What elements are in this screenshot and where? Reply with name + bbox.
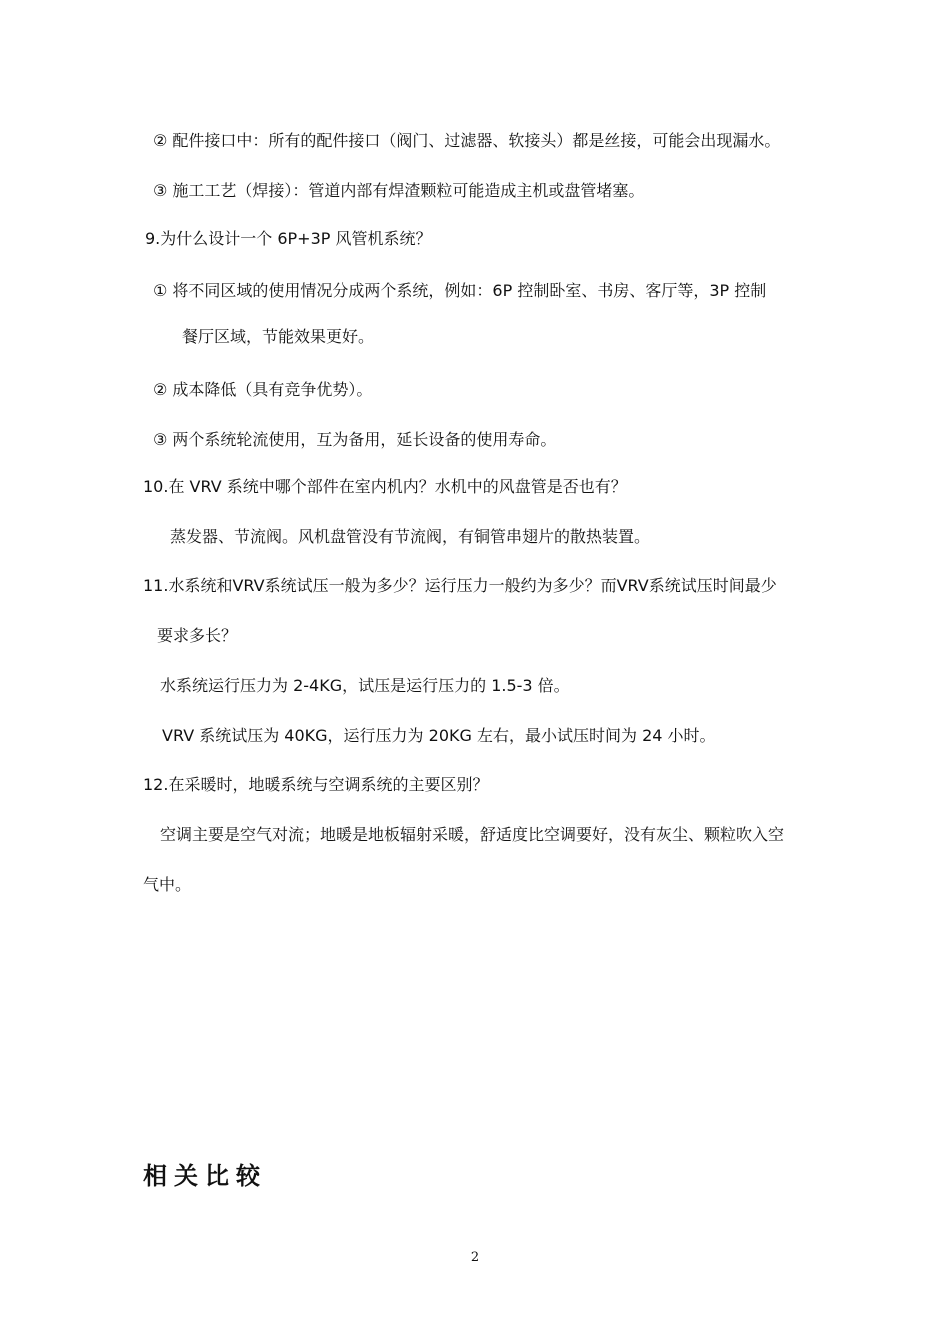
answer-10: 蒸发器、节流阀。风机盘管没有节流阀，有铜管串翅片的散热装置。 [170,527,651,546]
question-10: 10.在 VRV 系统中哪个部件在室内机内？水机中的风盘管是否也有？ [143,477,627,496]
answer-9-item-3: ③ 两个系统轮流使用，互为备用，延长设备的使用寿命。 [153,430,557,449]
answer-9-item-2: ② 成本降低（具有竞争优势）。 [153,380,373,399]
question-11-continued: 要求多长？ [157,626,238,645]
text-line-accessory-joints: ② 配件接口中：所有的配件接口（阀门、过滤器、软接头）都是丝接，可能会出现漏水。 [153,131,781,150]
answer-11-water-system: 水系统运行压力为 2-4KG，试压是运行压力的 1.5-3 倍。 [160,676,570,695]
page-number: 2 [470,1250,480,1265]
answer-12-continued: 气中。 [143,875,192,894]
text-line-welding-process: ③ 施工工艺（焊接）：管道内部有焊渣颗粒可能造成主机或盘管堵塞。 [153,181,645,200]
answer-9-item-1: ① 将不同区域的使用情况分成两个系统，例如：6P 控制卧室、书房、客厅等，3P 控制 [153,281,767,300]
question-11: 11.水系统和VRV系统试压一般为多少？运行压力一般约为多少？而VRV系统试压时间最少 [143,576,777,595]
answer-11-vrv-system: VRV 系统试压为 40KG，运行压力为 20KG 左右，最小试压时间为 24 小时。 [162,726,716,745]
question-9: 9.为什么设计一个 6P+3P 风管机系统？ [145,229,432,248]
section-heading: 相关比较 [143,1162,267,1190]
question-12: 12.在采暖时，地暖系统与空调系统的主要区别？ [143,775,489,794]
answer-12: 空调主要是空气对流；地暖是地板辐射采暖，舒适度比空调要好，没有灰尘、颗粒吹入空 [160,825,785,844]
answer-9-item-1-continued: 餐厅区域，节能效果更好。 [182,327,375,346]
